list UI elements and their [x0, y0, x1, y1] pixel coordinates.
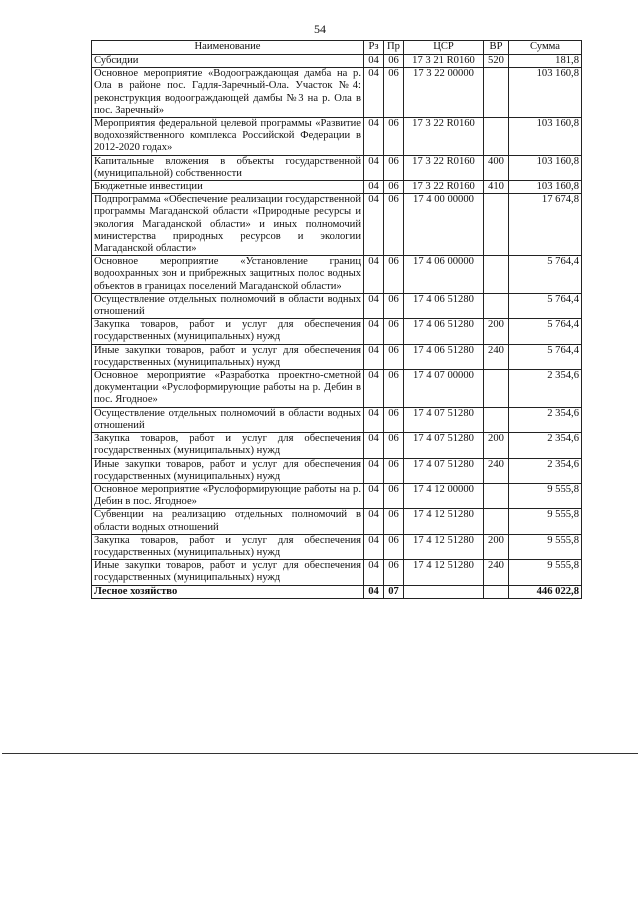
- cell-rz: 04: [364, 407, 384, 432]
- cell-csr: 17 4 07 51280: [404, 458, 484, 483]
- cell-vr: 240: [484, 560, 509, 585]
- cell-rz: 04: [364, 534, 384, 559]
- cell-rz: 04: [364, 483, 384, 508]
- cell-vr: 200: [484, 433, 509, 458]
- header-rz: Рз: [364, 41, 384, 55]
- cell-name: Закупка товаров, работ и услуг для обеспечения государственных (муниципальных) нужд: [92, 319, 364, 344]
- cell-pr: 06: [384, 68, 404, 118]
- cell-vr: 240: [484, 344, 509, 369]
- table-row: [92, 509, 582, 534]
- cell-rz: 04: [364, 585, 384, 598]
- cell-sum: 9 555,8: [509, 560, 582, 585]
- cell-pr: 06: [384, 344, 404, 369]
- cell-pr: 06: [384, 509, 404, 534]
- cell-sum: 9 555,8: [509, 509, 582, 534]
- cell-rz: 04: [364, 181, 384, 194]
- cell-pr: 06: [384, 319, 404, 344]
- cell-sum: 2 354,6: [509, 370, 582, 408]
- cell-pr: 06: [384, 181, 404, 194]
- cell-vr: [484, 370, 509, 408]
- cell-sum: 446 022,8: [509, 585, 582, 598]
- cell-name: Закупка товаров, работ и услуг для обеспечения государственных (муниципальных) нужд: [92, 534, 364, 559]
- cell-rz: 04: [364, 118, 384, 156]
- table-row: [92, 534, 582, 559]
- cell-rz: 04: [364, 55, 384, 68]
- cell-rz: 04: [364, 370, 384, 408]
- footer-divider: [2, 753, 638, 754]
- cell-vr: [484, 483, 509, 508]
- cell-vr: 240: [484, 458, 509, 483]
- cell-sum: 2 354,6: [509, 407, 582, 432]
- cell-sum: 9 555,8: [509, 534, 582, 559]
- cell-rz: 04: [364, 433, 384, 458]
- cell-pr: 07: [384, 585, 404, 598]
- cell-csr: [404, 585, 484, 598]
- cell-name: Подпрограмма «Обеспечение реализации государственной программы Магаданской области «Природные ресурсы и экология Магаданской области» и иных полномочий министерства природных ресурсов и экологии Магаданской области»: [92, 194, 364, 256]
- cell-sum: 9 555,8: [509, 483, 582, 508]
- cell-csr: 17 4 06 51280: [404, 319, 484, 344]
- table-row: [92, 483, 582, 508]
- cell-sum: 2 354,6: [509, 458, 582, 483]
- cell-csr: 17 4 06 51280: [404, 344, 484, 369]
- cell-name: Основное мероприятие «Водоограждающая дамба на р. Ола в районе пос. Гадля-Заречный-Ола. Участок №4: реконструкция водоограждающей дамбы №3 на р. Ола в пос. Заречный»: [92, 68, 364, 118]
- cell-name: Субсидии: [92, 55, 364, 68]
- table-row: [92, 68, 582, 118]
- cell-sum: 2 354,6: [509, 433, 582, 458]
- cell-csr: 17 4 00 00000: [404, 194, 484, 256]
- cell-csr: 17 4 07 00000: [404, 370, 484, 408]
- cell-rz: 04: [364, 256, 384, 294]
- cell-rz: 04: [364, 68, 384, 118]
- cell-vr: [484, 68, 509, 118]
- cell-vr: [484, 585, 509, 598]
- cell-vr: 410: [484, 181, 509, 194]
- cell-vr: 200: [484, 319, 509, 344]
- cell-name: Основное мероприятие «Установление границ водоохранных зон и прибрежных защитных полос водных объектов в границах поселений Магаданской области»: [92, 256, 364, 294]
- cell-name: Бюджетные инвестиции: [92, 181, 364, 194]
- cell-csr: 17 4 12 51280: [404, 534, 484, 559]
- cell-sum: 5 764,4: [509, 293, 582, 318]
- cell-vr: 200: [484, 534, 509, 559]
- cell-rz: 04: [364, 293, 384, 318]
- table-row: [92, 55, 582, 68]
- cell-name: Осуществление отдельных полномочий в области водных отношений: [92, 293, 364, 318]
- table-header-row: [92, 41, 582, 55]
- page-number: 54: [314, 22, 326, 36]
- cell-rz: 04: [364, 560, 384, 585]
- cell-vr: 520: [484, 55, 509, 68]
- cell-pr: 06: [384, 55, 404, 68]
- cell-csr: 17 4 12 51280: [404, 560, 484, 585]
- cell-vr: [484, 194, 509, 256]
- cell-sum: 103 160,8: [509, 118, 582, 156]
- cell-name: Капитальные вложения в объекты государственной (муниципальной) собственности: [92, 155, 364, 180]
- cell-pr: 06: [384, 560, 404, 585]
- cell-rz: 04: [364, 319, 384, 344]
- cell-csr: 17 3 22 R0160: [404, 181, 484, 194]
- cell-pr: 06: [384, 458, 404, 483]
- cell-rz: 04: [364, 155, 384, 180]
- cell-csr: 17 4 06 00000: [404, 256, 484, 294]
- table-row: [92, 155, 582, 180]
- cell-vr: 400: [484, 155, 509, 180]
- table-row: [92, 293, 582, 318]
- table-body: [92, 55, 582, 599]
- cell-name: Иные закупки товаров, работ и услуг для обеспечения государственных (муниципальных) нужд: [92, 344, 364, 369]
- cell-csr: 17 3 22 R0160: [404, 155, 484, 180]
- cell-pr: 06: [384, 155, 404, 180]
- cell-vr: [484, 256, 509, 294]
- cell-rz: 04: [364, 509, 384, 534]
- cell-name: Субвенции на реализацию отдельных полномочий в области водных отношений: [92, 509, 364, 534]
- header-sum: Сумма: [509, 41, 582, 55]
- table-row: [92, 344, 582, 369]
- cell-csr: 17 3 22 R0160: [404, 118, 484, 156]
- cell-vr: [484, 118, 509, 156]
- cell-name: Мероприятия федеральной целевой программы «Развитие водохозяйственного комплекса Российской Федерации в 2012-2020 годах»: [92, 118, 364, 156]
- cell-pr: 06: [384, 483, 404, 508]
- cell-sum: 5 764,4: [509, 256, 582, 294]
- cell-name: Осуществление отдельных полномочий в области водных отношений: [92, 407, 364, 432]
- cell-rz: 04: [364, 194, 384, 256]
- header-csr: ЦСР: [404, 41, 484, 55]
- table-row: [92, 433, 582, 458]
- budget-table: [91, 40, 582, 599]
- cell-pr: 06: [384, 194, 404, 256]
- header-vr: ВР: [484, 41, 509, 55]
- cell-name: Основное мероприятие «Руслоформирующие работы на р. Дебин в пос. Ягодное»: [92, 483, 364, 508]
- cell-name: Иные закупки товаров, работ и услуг для обеспечения государственных (муниципальных) нужд: [92, 560, 364, 585]
- table-row: [92, 256, 582, 294]
- cell-csr: 17 3 21 R0160: [404, 55, 484, 68]
- cell-csr: 17 4 12 51280: [404, 509, 484, 534]
- cell-pr: 06: [384, 293, 404, 318]
- cell-pr: 06: [384, 433, 404, 458]
- cell-sum: 103 160,8: [509, 155, 582, 180]
- cell-sum: 181,8: [509, 55, 582, 68]
- table-row: [92, 118, 582, 156]
- cell-vr: [484, 293, 509, 318]
- table-row: [92, 458, 582, 483]
- cell-vr: [484, 509, 509, 534]
- cell-sum: 103 160,8: [509, 68, 582, 118]
- cell-pr: 06: [384, 534, 404, 559]
- cell-csr: 17 4 07 51280: [404, 407, 484, 432]
- cell-rz: 04: [364, 458, 384, 483]
- cell-pr: 06: [384, 370, 404, 408]
- cell-rz: 04: [364, 344, 384, 369]
- table-row: [92, 181, 582, 194]
- cell-csr: 17 3 22 00000: [404, 68, 484, 118]
- table-row: [92, 370, 582, 408]
- table-row: [92, 194, 582, 256]
- cell-pr: 06: [384, 407, 404, 432]
- cell-pr: 06: [384, 118, 404, 156]
- cell-sum: 5 764,4: [509, 319, 582, 344]
- cell-sum: 103 160,8: [509, 181, 582, 194]
- cell-pr: 06: [384, 256, 404, 294]
- cell-csr: 17 4 07 51280: [404, 433, 484, 458]
- table-row: [92, 319, 582, 344]
- cell-sum: 5 764,4: [509, 344, 582, 369]
- cell-csr: 17 4 12 00000: [404, 483, 484, 508]
- table-row: [92, 560, 582, 585]
- cell-name: Лесное хозяйство: [92, 585, 364, 598]
- cell-name: Иные закупки товаров, работ и услуг для обеспечения государственных (муниципальных) нужд: [92, 458, 364, 483]
- table-row: [92, 407, 582, 432]
- table-row: [92, 585, 582, 598]
- cell-name: Закупка товаров, работ и услуг для обеспечения государственных (муниципальных) нужд: [92, 433, 364, 458]
- header-pr: Пр: [384, 41, 404, 55]
- header-name: Наименование: [92, 41, 364, 55]
- cell-sum: 17 674,8: [509, 194, 582, 256]
- cell-name: Основное мероприятие «Разработка проектно-сметной документации «Руслоформирующие работы на р. Дебин в пос. Ягодное»: [92, 370, 364, 408]
- cell-vr: [484, 407, 509, 432]
- cell-csr: 17 4 06 51280: [404, 293, 484, 318]
